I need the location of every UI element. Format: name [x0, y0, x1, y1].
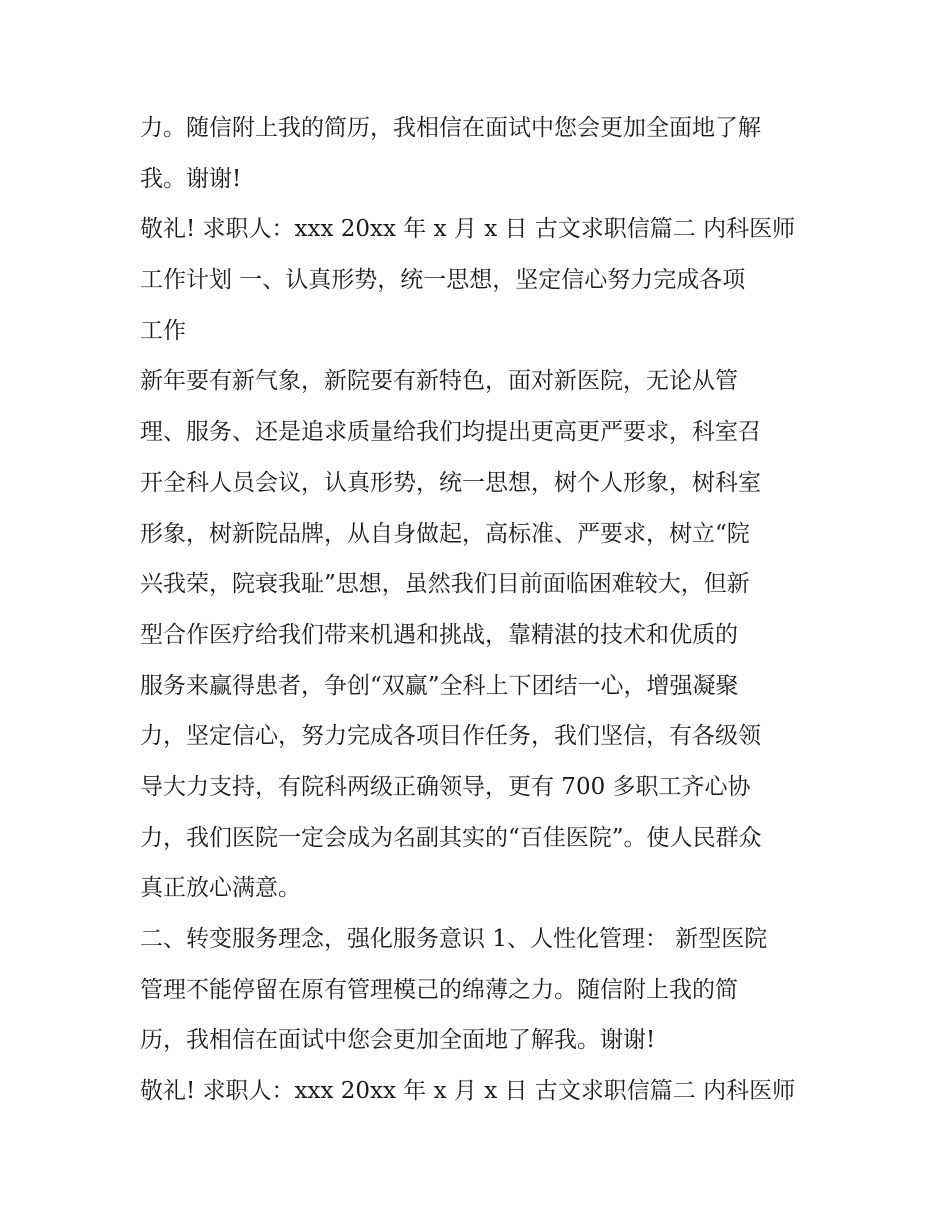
- text-line: 服务来赢得患者，争创“双赢”全科上下团结一心，增强凝聚: [140, 672, 739, 699]
- document-body: [140, 103, 830, 1117]
- text-line: 开全科人员会议，认真形势，统一思想，树个人形象，树科室: [140, 469, 761, 496]
- text-line: 型合作医疗给我们带来机遇和挑战，靠精湛的技术和优质的: [140, 621, 738, 648]
- text-line: 力，我们医院一定会成为名副其实的“百佳医院”。使人民群众: [140, 824, 762, 851]
- text-line: 历，我相信在面试中您会更加全面地了解我。谢谢!: [140, 1027, 656, 1054]
- text-line: 管理不能停留在原有管理模己的绵薄之力。随信附上我的简: [140, 976, 738, 1003]
- text-line: 新年要有新气象，新院要有新特色，面对新医院，无论从管: [140, 368, 738, 395]
- text-line: 理、服务、还是追求质量给我们均提出更高更严要求，科室召: [140, 419, 761, 446]
- text-line: 兴我荣，院衰我耻”思想，虽然我们目前面临困难较大，但新: [140, 571, 750, 598]
- text-line: 形象，树新院品牌，从自身做起，高标准、严要求，树立“院: [140, 520, 750, 547]
- text-line: 导大力支持，有院科两级正确领导，更有 700 多职工齐心协: [140, 773, 751, 800]
- text-line: 敬礼! 求职人：xxx 20xx 年 x 月 x 日 古文求职信篇二 内科医师: [140, 1078, 796, 1105]
- text-line: 二、转变服务理念，强化服务意识 1、人性化管理： 新型医院: [140, 926, 768, 952]
- text-line: 我。谢谢!: [140, 165, 242, 192]
- text-line: 工作计划 一、认真形势，统一思想，坚定信心努力完成各项: [140, 267, 746, 294]
- text-line: 力。随信附上我的简历，我相信在面试中您会更加全面地了解: [140, 115, 761, 141]
- text-line: 力，坚定信心，努力完成各项目作任务，我们坚信，有各级领: [140, 723, 761, 750]
- text-line: 工作: [140, 317, 186, 344]
- text-line: 真正放心满意。: [140, 875, 301, 902]
- text-line: 敬礼! 求职人：xxx 20xx 年 x 月 x 日 古文求职信篇二 内科医师: [140, 216, 796, 243]
